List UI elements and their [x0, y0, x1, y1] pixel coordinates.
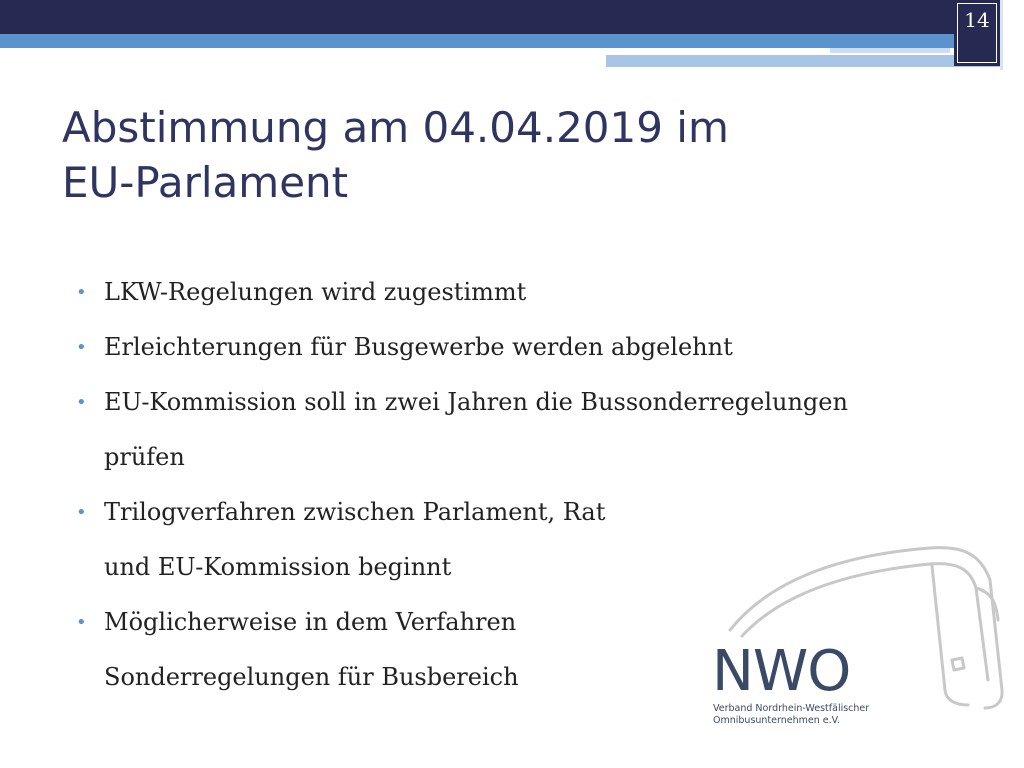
bullet-item	[70, 265, 970, 320]
bullet-text: LKW-Regelungen wird zugestimmt	[104, 278, 527, 306]
bullet-text-continuation: und EU-Kommission beginnt	[104, 553, 452, 581]
bullet-dot-icon: •	[76, 392, 87, 413]
bullet-text-continuation: prüfen	[104, 443, 185, 471]
header-band-blue	[0, 34, 1000, 48]
header-band-pale	[606, 55, 1000, 67]
bullet-dot-icon: •	[76, 337, 87, 358]
bullet-dot-icon: •	[76, 612, 87, 633]
bullet-text-continuation: Sonderregelungen für Busbereich	[104, 663, 519, 691]
bullet-item	[70, 320, 970, 375]
header-band-dark	[0, 0, 1000, 34]
logo-wordmark: NWO	[712, 639, 851, 704]
bullet-text: Trilogverfahren zwischen Parlament, Rat	[104, 498, 606, 526]
bullet-item	[70, 375, 970, 485]
bullet-text: EU-Kommission soll in zwei Jahren die Bussonderregelungen	[104, 388, 848, 416]
logo-subtitle-line-2: Omnibusunternehmen e.V.	[713, 715, 840, 726]
slide-number: 14	[964, 8, 990, 32]
title-line-2: EU-Parlament	[62, 158, 349, 207]
title-line-1: Abstimmung am 04.04.2019 im	[62, 103, 729, 152]
header-band-thin	[830, 48, 950, 53]
bullet-dot-icon: •	[76, 502, 87, 523]
bullet-text: Erleichterungen für Busgewerbe werden abgelehnt	[104, 333, 733, 361]
logo-subtitle-line-1: Verband Nordrhein-Westfälischer	[713, 703, 870, 714]
bullet-dot-icon: •	[76, 282, 87, 303]
logo-subtitle	[713, 703, 869, 727]
header-edge-line	[1000, 0, 1003, 70]
slide-title	[62, 100, 882, 210]
bullet-text: Möglicherweise in dem Verfahren	[104, 608, 517, 636]
